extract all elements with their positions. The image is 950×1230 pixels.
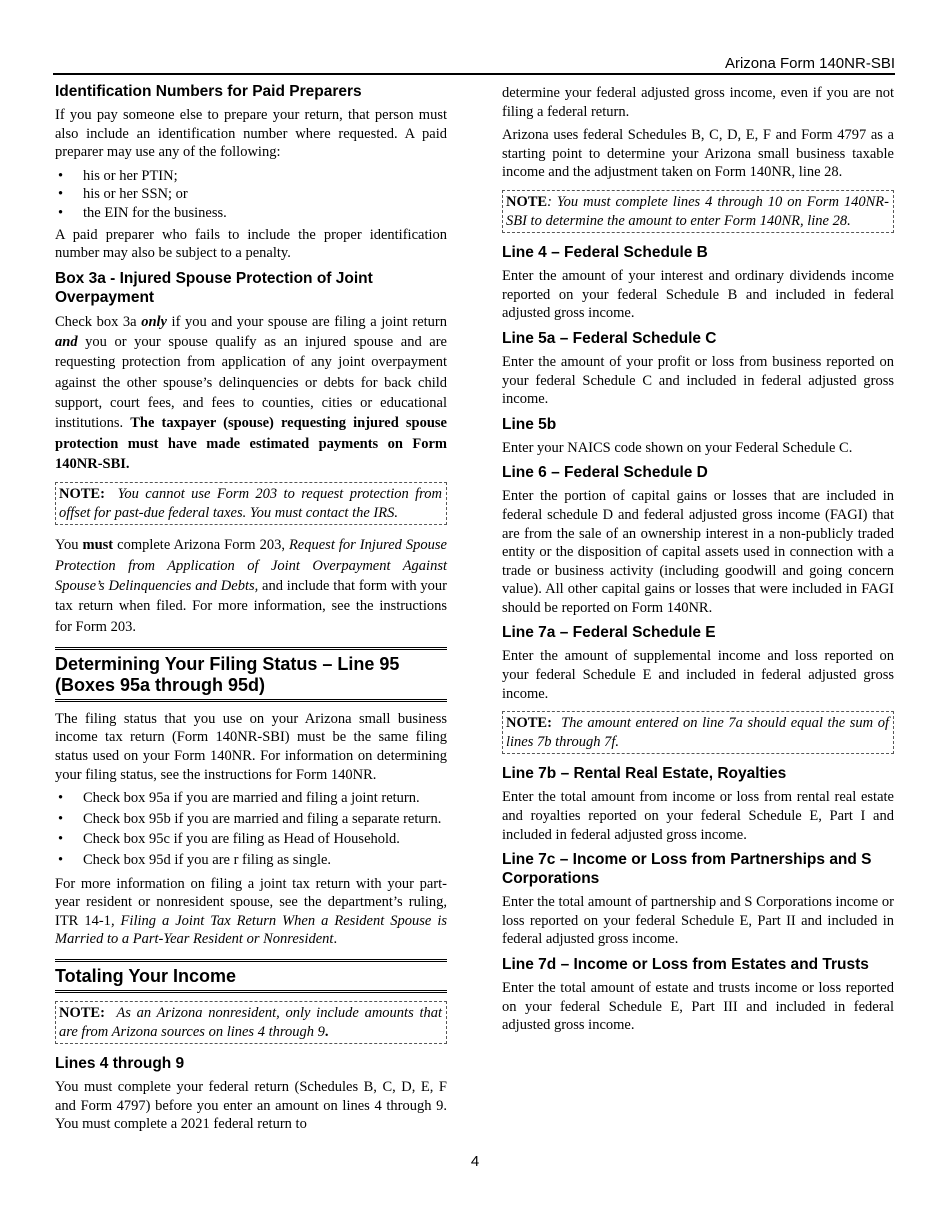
paragraph-box-3a: Check box 3a only if you and your spouse are filing a joint return and you or your spouse qualify as an injured spouse and are requesting protection from application of any joint overpayment against the other spouse’s delinquencies or debts for back child support, court fees, and fees to counties, cities or educational institutions. The taxpayer (spouse) requesting injured spouse protection must have made estimated payments on Form 140NR-SBI. [55, 313, 447, 472]
paragraph-line-7a: Enter the amount of supplemental income and loss reported on your federal Schedule E and included in federal adjusted gross income. [502, 648, 894, 702]
paragraph-joint-return-ruling: For more information on filing a joint tax return with your part-year resident or nonresident spouse, see the department’s ruling, ITR 14-1, Filing a Joint Tax Return When a Resident Spouse is Married to a Part-Year Resident or Nonresident. [55, 875, 448, 948]
paragraph-line-7b: Enter the total amount from income or loss from rental real estate and royalties reported on your federal Schedule E, Part I and included in federal adjusted gross income. [502, 789, 894, 843]
paragraph-line-4: Enter the amount of your interest and ordinary dividends income reported on your federal Schedule B and included in federal adjusted gross income. [502, 268, 894, 322]
section-heading-box-3a: Box 3a - Injured Spouse Protection of Joint Overpayment [55, 269, 373, 306]
paragraph-line-5a: Enter the amount of your profit or loss from business reported on your federal Schedule C and included in federal adjusted gross income. [502, 353, 894, 408]
section-heading-line-7b: Line 7b – Rental Real Estate, Royalties [502, 765, 787, 783]
list-item: • Check box 95c if you are filing as Head of Household. [58, 831, 400, 848]
paragraph-line-7c: Enter the total amount of partnership and S Corporations income or loss reported on your federal Schedule E, Part II and included in federal adjusted gross income. [502, 894, 894, 948]
bullet-list-preparer-ids [55, 167, 447, 223]
section-heading-line-7a: Line 7a – Federal Schedule E [502, 624, 716, 642]
list-item: • Check box 95b if you are married and filing a separate return. [58, 810, 442, 827]
list-item: • Check box 95d if you are r filing as single. [58, 851, 332, 868]
paragraph-lines-4-9: You must complete your federal return (Schedules B, C, D, E, F and Form 4797) before you enter an amount on lines 4 through 9. You must complete a 2021 federal return to [55, 1079, 447, 1133]
paragraph-form-203: You must complete Arizona Form 203, Request for Injured Spouse Protection from Application of Joint Overpayment Against Spouse’s Delinquencies and Debts, and include that form with your tax return when filed. For more information, see the instructions for Form 203. [55, 537, 447, 635]
note-box-line-7a-sum: NOTE: The amount entered on line 7a should equal the sum of lines 7b through 7f. [502, 711, 894, 754]
header-rule [53, 73, 895, 75]
paragraph-federal-schedules: Arizona uses federal Schedules B, C, D, E, F and Form 4797 as a starting point to determine your Arizona small business taxable income and the adjustment taken on Form 140NR, line 28. [502, 127, 894, 181]
paragraph-line-5b: Enter your NAICS code shown on your Federal Schedule C. [502, 439, 853, 456]
paragraph-line-7d: Enter the total amount of estate and trusts income or loss reported on your federal Schedule E, Part III and included in federal adjusted gross income. [502, 980, 894, 1034]
list-item: • Check box 95a if you are married and filing a joint return. [58, 790, 420, 807]
section-heading-line-4: Line 4 – Federal Schedule B [502, 244, 708, 262]
note-box-lines-4-10: NOTE: You must complete lines 4 through 10 on Form 140NR-SBI to determine the amount to enter Form 140NR, line 28. [502, 190, 894, 233]
paragraph-line-6: Enter the portion of capital gains or losses that are included in federal schedule D and federal adjusted gross income (FAGI) that are from the sale of an ownership interest in a non-publicly traded entity or the disposition of capital assets used in connection with a trade or business activity (including goodwill and going concern value). All other capital gains or losses that were included in FAGI should be reported on Form 140NR. [502, 488, 894, 616]
section-heading-line-7d: Line 7d – Income or Loss from Estates and Trusts [502, 956, 869, 973]
paragraph-preparer-penalty: A paid preparer who fails to include the proper identification number may also be subject to a penalty. [55, 226, 447, 262]
section-heading-line-6: Line 6 – Federal Schedule D [502, 464, 708, 482]
note-box-arizona-sources: NOTE: As an Arizona nonresident, only include amounts that are from Arizona sources on lines 4 through 9. [55, 1001, 447, 1044]
paragraph-filing-status: The filing status that you use on your Arizona small business income tax return (Form 140NR-SBI) must be the same filing status used on your Form 140NR. For information on determining your filing status, see the instructions for Form 140NR. [55, 710, 447, 783]
list-item: • the EIN for the business. [58, 204, 227, 221]
right-column [502, 84, 894, 1040]
paragraph-continued: determine your federal adjusted gross income, even if you are not filing a federal return. [502, 85, 894, 120]
section-heading-line-5b: Line 5b [502, 415, 557, 433]
section-heading-paid-preparers: Identification Numbers for Paid Preparers [55, 83, 362, 100]
section-heading-line-7c: Line 7c – Income or Loss from Partnerships and S Corporations [502, 851, 872, 888]
left-column [55, 78, 447, 1139]
section-heading-totaling-income: Totaling Your Income [55, 959, 447, 993]
note-box-form-203: NOTE: You cannot use Form 203 to request protection from offset for past-due federal taxes. You must contact the IRS. [55, 482, 447, 525]
section-heading-line-5a: Line 5a – Federal Schedule C [502, 329, 717, 347]
paragraph-paid-preparers: If you pay someone else to prepare your return, that person must also include an identification number where requested. A paid preparer may use any of the following: [55, 107, 447, 161]
bullet-list-filing-status [55, 789, 447, 869]
section-heading-lines-4-9: Lines 4 through 9 [55, 1055, 185, 1073]
form-name-header: Arizona Form 140NR-SBI [724, 55, 895, 72]
list-item: • his or her SSN; or [58, 186, 188, 203]
section-heading-filing-status: Determining Your Filing Status – Line 95 (Boxes 95a through 95d) [55, 647, 447, 702]
list-item: • his or her PTIN; [58, 167, 178, 184]
page-number: 4 [470, 1153, 480, 1170]
